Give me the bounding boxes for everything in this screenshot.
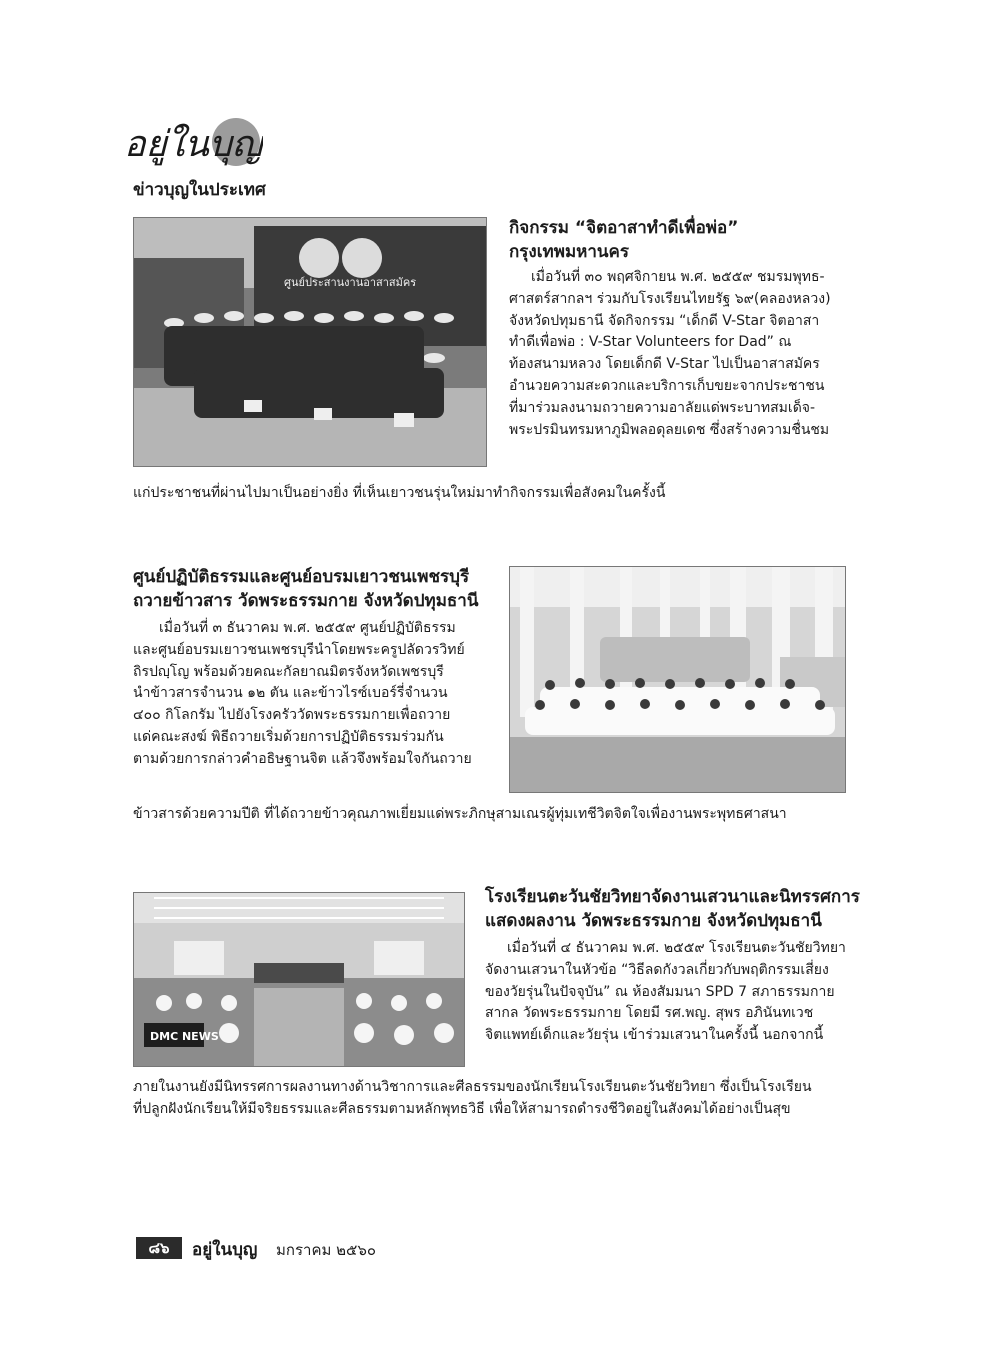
article-2-body — [133, 618, 472, 771]
article-1-title-line: กิจกรรม “จิตอาสาทำดีเพื่อพ่อ” — [509, 218, 739, 238]
article-2-title — [133, 565, 478, 613]
article-3-photo-watermark: DMC NEWS — [150, 1030, 219, 1043]
page-number: ๘๖ — [136, 1237, 182, 1259]
article-2-body-line: ๔๐๐ กิโลกรัม ไปยังโรงครัววัดพระธรรมกายเพื่อถวาย — [133, 707, 451, 724]
article-3-body-line: เมื่อวันที่ ๔ ธันวาคม พ.ศ. ๒๕๕๙ โรงเรียนตะวันชัยวิทยา — [507, 940, 846, 956]
article-2-body-line: เมื่อวันที่ ๓ ธันวาคม พ.ศ. ๒๕๕๙ ศูนย์ปฏิบัติธรรม — [159, 620, 456, 636]
article-2-tail: ข้าวสารด้วยความปีติ ที่ได้ถวายข้าวคุณภาพเยี่ยมแด่พระภิกษุสามเณรผู้ทุ่มเทชีวิตจิตใจเพื่องานพระพุทธศาสนา — [133, 806, 787, 822]
magazine-logo — [118, 112, 263, 174]
article-3-tail-line: ภายในงานยังมีนิทรรศการผลงานทางด้านวิชาการและศีลธรรมของนักเรียนโรงเรียนตะวันชัยวิทยา ซึ่งเป็นโรงเรียน — [133, 1079, 812, 1095]
article-2-body-line: ถิรปญฺโญ พร้อมด้วยคณะกัลยาณมิตรจังหวัดเพชรบุรี — [133, 663, 444, 680]
article-1-title-line: กรุงเทพมหานคร — [509, 242, 630, 262]
article-3-tail — [133, 1077, 812, 1121]
article-3-body-line: สากล วัดพระธรรมกาย โดยมี รศ.พญ. สุพร อภินันทเวช — [485, 1005, 814, 1022]
article-3-title-line: แสดงผลงาน วัดพระธรรมกาย จังหวัดปทุมธานี — [485, 911, 822, 931]
article-1-tail: แก่ประชาชนที่ผ่านไปมาเป็นอย่างยิ่ง ที่เห็นเยาวชนรุ่นใหม่มาทำกิจกรรมเพื่อสังคมในครั้งนี้ — [133, 485, 666, 501]
article-1-body-line: ทำดีเพื่อพ่อ : V-Star Volunteers for Dad” ณ — [509, 334, 792, 351]
article-2-body-line: แด่คณะสงฆ์ พิธีถวายเริ่มด้วยการปฏิบัติธรรมร่วมกัน — [133, 728, 444, 745]
article-1-body — [509, 267, 831, 441]
article-3-photo — [133, 892, 465, 1067]
logo-text: อยู่ในบุญ — [124, 124, 263, 165]
article-1-photo — [133, 217, 487, 467]
article-1-photo-banner: ศูนย์ประสานงานอาสาสมัคร — [284, 276, 417, 289]
article-1-body-line: ที่มาร่วมลงนามถวายความอาลัยแด่พระบาทสมเด็จ- — [509, 399, 816, 416]
article-1-body-line: อำนวยความสะดวกและบริการเก็บขยะจากประชาชน — [509, 377, 825, 394]
article-3-body-line: จัดงานเสวนาในหัวข้อ “วิธีลดกังวลเกี่ยวกับพฤติกรรมเสี่ยง — [485, 961, 829, 978]
article-1-body-line: พระปรมินทรมหาภูมิพลอดุลยเดช ซึ่งสร้างความชื่นชม — [509, 421, 830, 438]
article-2-body-line: ตามด้วยการกล่าวคำอธิษฐานจิต แล้วจึงพร้อมใจกันถวาย — [133, 750, 472, 767]
article-2-body-line: นำข้าวสารจำนวน ๑๒ ตัน และข้าวไรซ์เบอร์รี่จำนวน — [133, 685, 448, 702]
article-1-title — [509, 216, 738, 264]
article-2-photo — [509, 566, 846, 793]
article-2-body-line: และศูนย์อบรมเยาวชนเพชรบุรีนำโดยพระครูปลัดวรวิทย์ — [133, 641, 465, 658]
article-2-title-line: ถวายข้าวสาร วัดพระธรรมกาย จังหวัดปทุมธานี — [133, 591, 479, 611]
article-1-body-line: เมื่อวันที่ ๓๐ พฤศจิกายน พ.ศ. ๒๕๕๙ ชมรมพุทธ- — [531, 269, 825, 285]
article-1-body-line: จังหวัดปทุมธานี จัดกิจกรรม “เด็กดี V-Star จิตอาสา — [509, 312, 820, 329]
article-1-body-line: ศาสตร์สากลฯ ร่วมกับโรงเรียนไทยรัฐ ๖๙(คลองหลวง) — [509, 290, 831, 307]
article-3-tail-line: ที่ปลูกฝังนักเรียนให้มีจริยธรรมและศีลธรรมตามหลักพุทธวิธี เพื่อให้สามารถดำรงชีวิตอยู่ในสังคมได้อย่างเป็นสุข — [133, 1100, 791, 1117]
article-3-title — [485, 885, 860, 933]
article-2-title-line: ศูนย์ปฏิบัติธรรมและศูนย์อบรมเยาวชนเพชรบุรี — [133, 567, 470, 587]
footer-issue-date: มกราคม ๒๕๖๐ — [276, 1241, 377, 1259]
article-3-body — [485, 938, 846, 1047]
article-3-title-line: โรงเรียนตะวันชัยวิทยาจัดงานเสวนาและนิทรรศการ — [485, 887, 860, 907]
footer-magazine-name: อยู่ในบุญ — [192, 1240, 258, 1260]
article-1-body-line: ท้องสนามหลวง โดยเด็กดี V-Star ไปเป็นอาสาสมัคร — [509, 356, 820, 373]
article-3-body-line: จิตแพทย์เด็กและวัยรุ่น เข้าร่วมเสวนาในครั้งนี้ นอกจากนี้ — [485, 1027, 824, 1044]
section-title: ข่าวบุญในประเทศ — [133, 180, 266, 200]
article-3-body-line: ของวัยรุ่นในปัจจุบัน” ณ ห้องสัมมนา SPD 7 สภาธรรมกาย — [485, 983, 835, 1000]
